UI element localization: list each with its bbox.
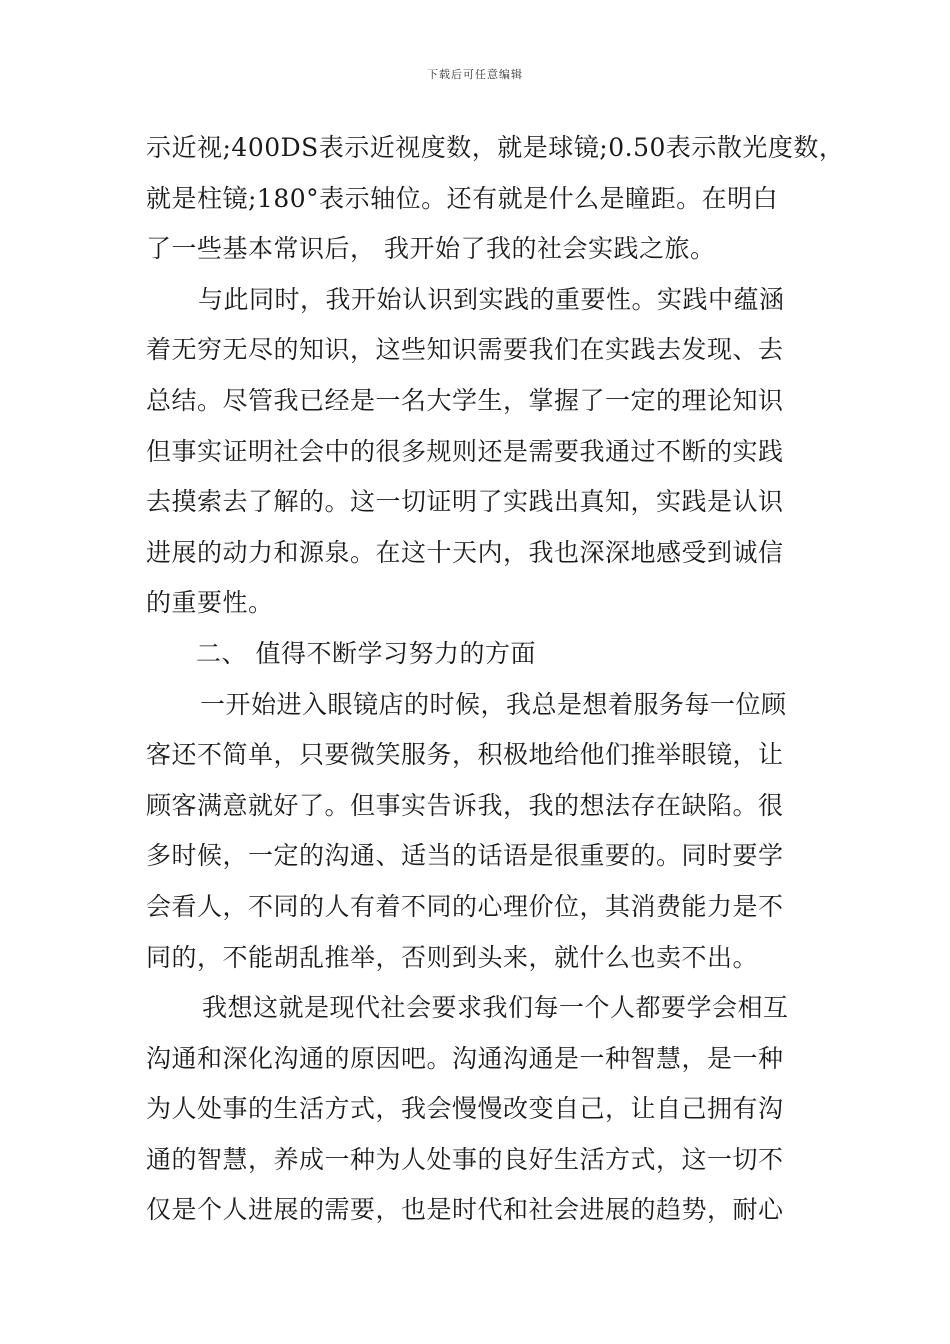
text-line: 着无穷无尽的知识，这些知识需要我们在实践去发现、去 <box>146 335 784 365</box>
text-line: 就是柱镜;180°表示轴位。还有就是什么是瞳距。在明白 <box>146 183 779 213</box>
page-header: 下载后可任意编辑 <box>427 68 523 81</box>
text-line: 示近视;400DS表示近视度数，就是球镜;0.50表示散光度数， <box>146 133 845 162</box>
text-line: 但事实证明社会中的很多规则还是需要我通过不断的实践 <box>146 436 784 466</box>
text-line: 顾客满意就好了。但事实告诉我，我的想法存在缺陷。很 <box>146 790 784 820</box>
text-line: 仅是个人进展的需要，也是时代和社会进展的趋势，耐心 <box>146 1195 784 1225</box>
text-line: 通的智慧，养成一种为人处事的良好生活方式，这一切不 <box>146 1144 784 1174</box>
text-line: 同的，不能胡乱推举，否则到头来，就什么也卖不出。 <box>146 942 759 972</box>
paragraph-start-line: 与此同时，我开始认识到实践的重要性。实践中蕴涵 <box>198 284 785 314</box>
text-line: 进展的动力和源泉。在这十天内，我也深深地感受到诚信 <box>146 537 784 567</box>
text-line: 总结。尽管我已经是一名大学生，掌握了一定的理论知识 <box>146 385 784 415</box>
paragraph-start-line: 一开始进入眼镜店的时候，我总是想着服务每一位顾 <box>200 689 787 719</box>
text-line: 客还不简单，只要微笑服务，积极地给他们推举眼镜，让 <box>146 740 784 770</box>
text-line: 沟通和深化沟通的原因吧。沟通沟通是一种智慧，是一种 <box>146 1043 784 1073</box>
document-body <box>146 128 845 1241</box>
text-line: 会看人，不同的人有着不同的心理价位，其消费能力是不 <box>146 891 784 921</box>
text-line: 的重要性。 <box>146 588 274 618</box>
text-line: 了一些基本常识后， 我开始了我的社会实践之旅。 <box>146 234 716 264</box>
paragraph-start-line: 我想这就是现代社会要求我们每一个人都要学会相互 <box>202 993 789 1023</box>
text-line: 去摸索去了解的。这一切证明了实践出真知，实践是认识 <box>146 487 784 517</box>
section-heading: 二、 值得不断学习努力的方面 <box>196 638 536 668</box>
text-line: 多时候，一定的沟通、适当的话语是很重要的。同时要学 <box>146 841 784 871</box>
text-line: 为人处事的生活方式，我会慢慢改变自己，让自己拥有沟 <box>146 1094 784 1124</box>
